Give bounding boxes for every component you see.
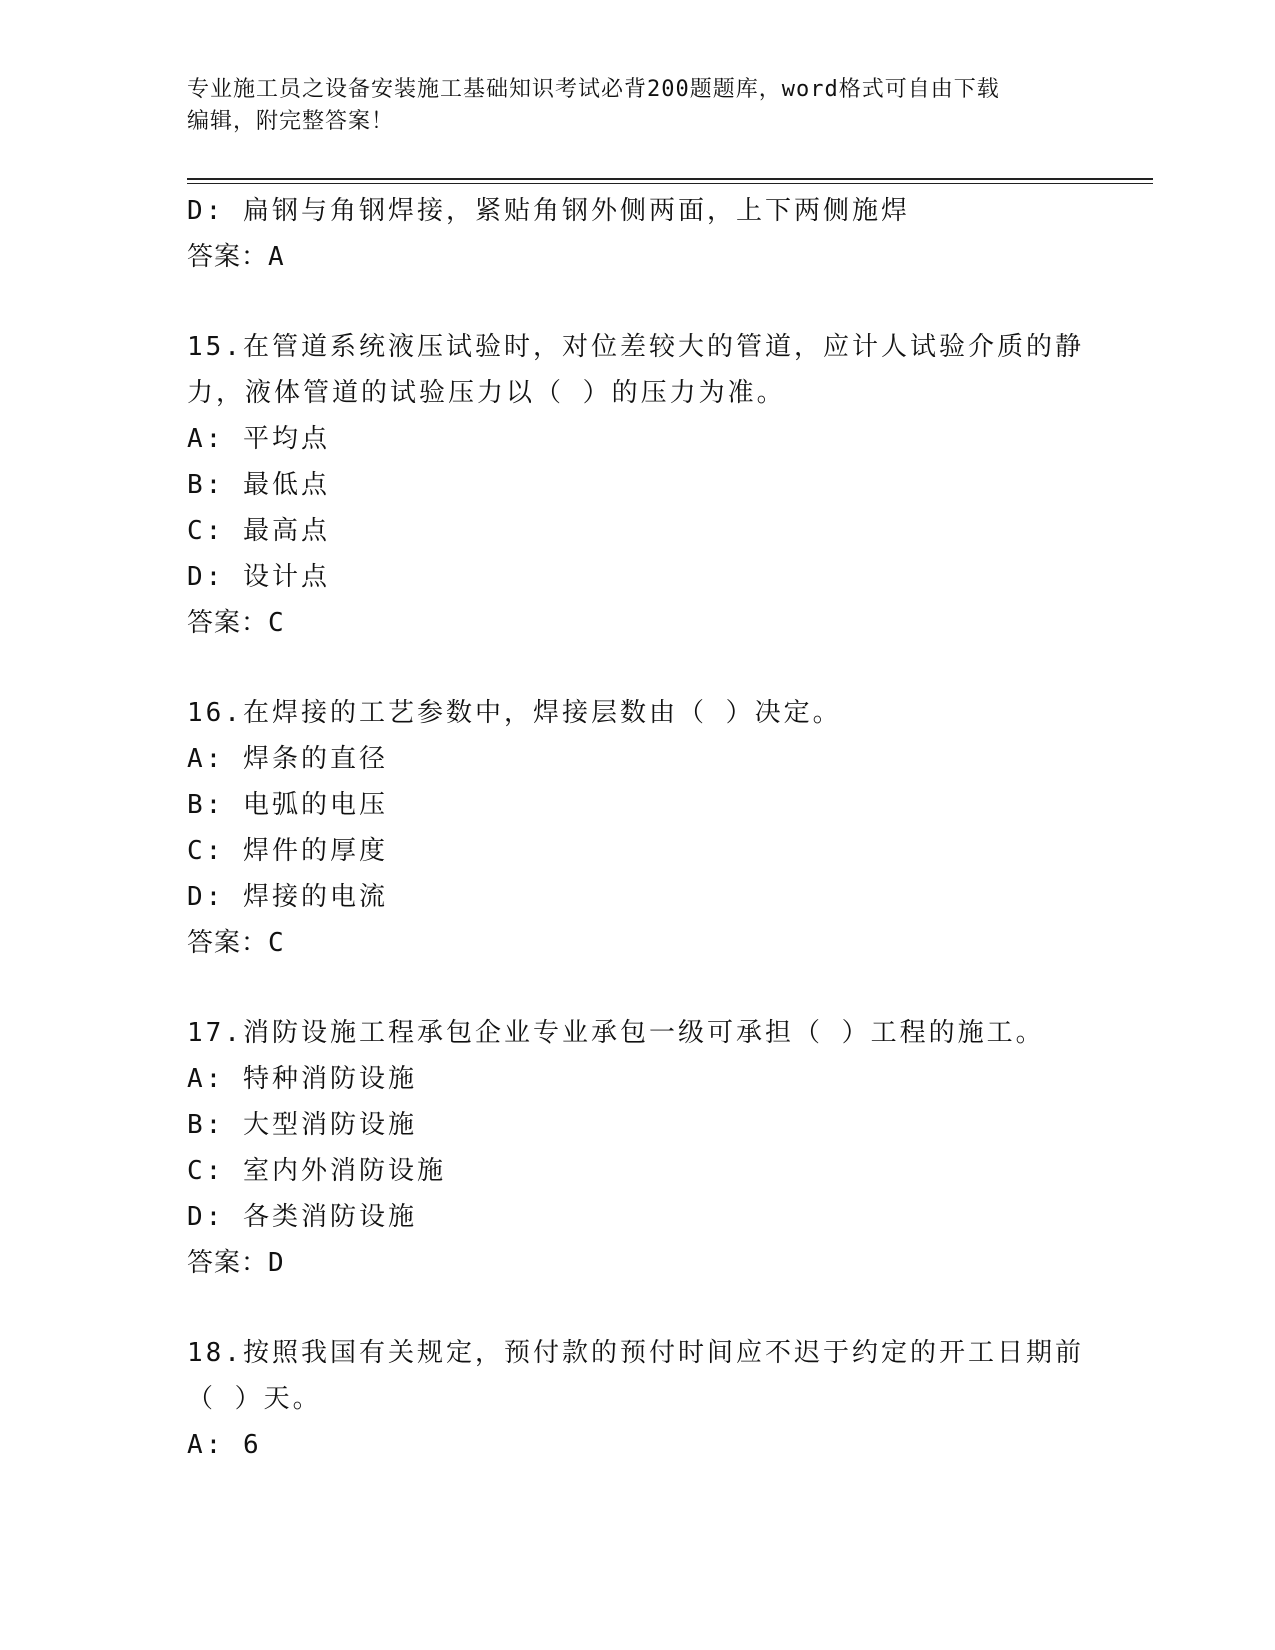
option-a: A: 6: [187, 1430, 262, 1460]
question-stem: 18.按照我国有关规定，预付款的预付时间应不迟于约定的开工日期前: [187, 1338, 1084, 1368]
option-a: A: 焊条的直径: [187, 744, 388, 774]
question-stem-continued: 力，液体管道的试验压力以（ ）的压力为准。: [187, 378, 786, 408]
header-divider: [187, 178, 1153, 180]
option-c: C: 焊件的厚度: [187, 836, 388, 866]
option-a: A: 平均点: [187, 424, 330, 454]
question-17: [187, 1010, 1087, 1286]
option-a: A: 特种消防设施: [187, 1064, 417, 1094]
page-header: [187, 74, 1067, 138]
header-line-2: 编辑，附完整答案！: [187, 109, 395, 134]
question-18: [187, 1330, 1087, 1468]
carryover-block: [187, 188, 1087, 280]
question-list: [187, 188, 1087, 1468]
answer-line: 答案：D: [187, 1248, 285, 1278]
answer-line: 答案：C: [187, 608, 285, 638]
option-d: D: 设计点: [187, 562, 330, 592]
option-c: C: 室内外消防设施: [187, 1156, 446, 1186]
option-b: B: 最低点: [187, 470, 330, 500]
question-stem-continued: （ ）天。: [187, 1384, 322, 1414]
question-stem: 15.在管道系统液压试验时，对位差较大的管道，应计人试验介质的静: [187, 332, 1084, 362]
question-stem: 16.在焊接的工艺参数中，焊接层数由（ ）决定。: [187, 698, 842, 728]
option-d: D: 焊接的电流: [187, 882, 388, 912]
answer-line: 答案：A: [187, 242, 285, 272]
option-b: B: 大型消防设施: [187, 1110, 417, 1140]
option-d: D: 扁钢与角钢焊接，紧贴角钢外侧两面，上下两侧施焊: [187, 196, 910, 226]
option-b: B: 电弧的电压: [187, 790, 388, 820]
option-d: D: 各类消防设施: [187, 1202, 417, 1232]
question-16: [187, 690, 1087, 966]
answer-line: 答案：C: [187, 928, 285, 958]
question-15: [187, 324, 1087, 646]
option-c: C: 最高点: [187, 516, 330, 546]
question-stem: 17.消防设施工程承包企业专业承包一级可承担（ ）工程的施工。: [187, 1018, 1045, 1048]
header-line-1: 专业施工员之设备安装施工基础知识考试必背200题题库，word格式可自由下载: [187, 77, 1000, 102]
header-divider-thin: [187, 183, 1153, 184]
